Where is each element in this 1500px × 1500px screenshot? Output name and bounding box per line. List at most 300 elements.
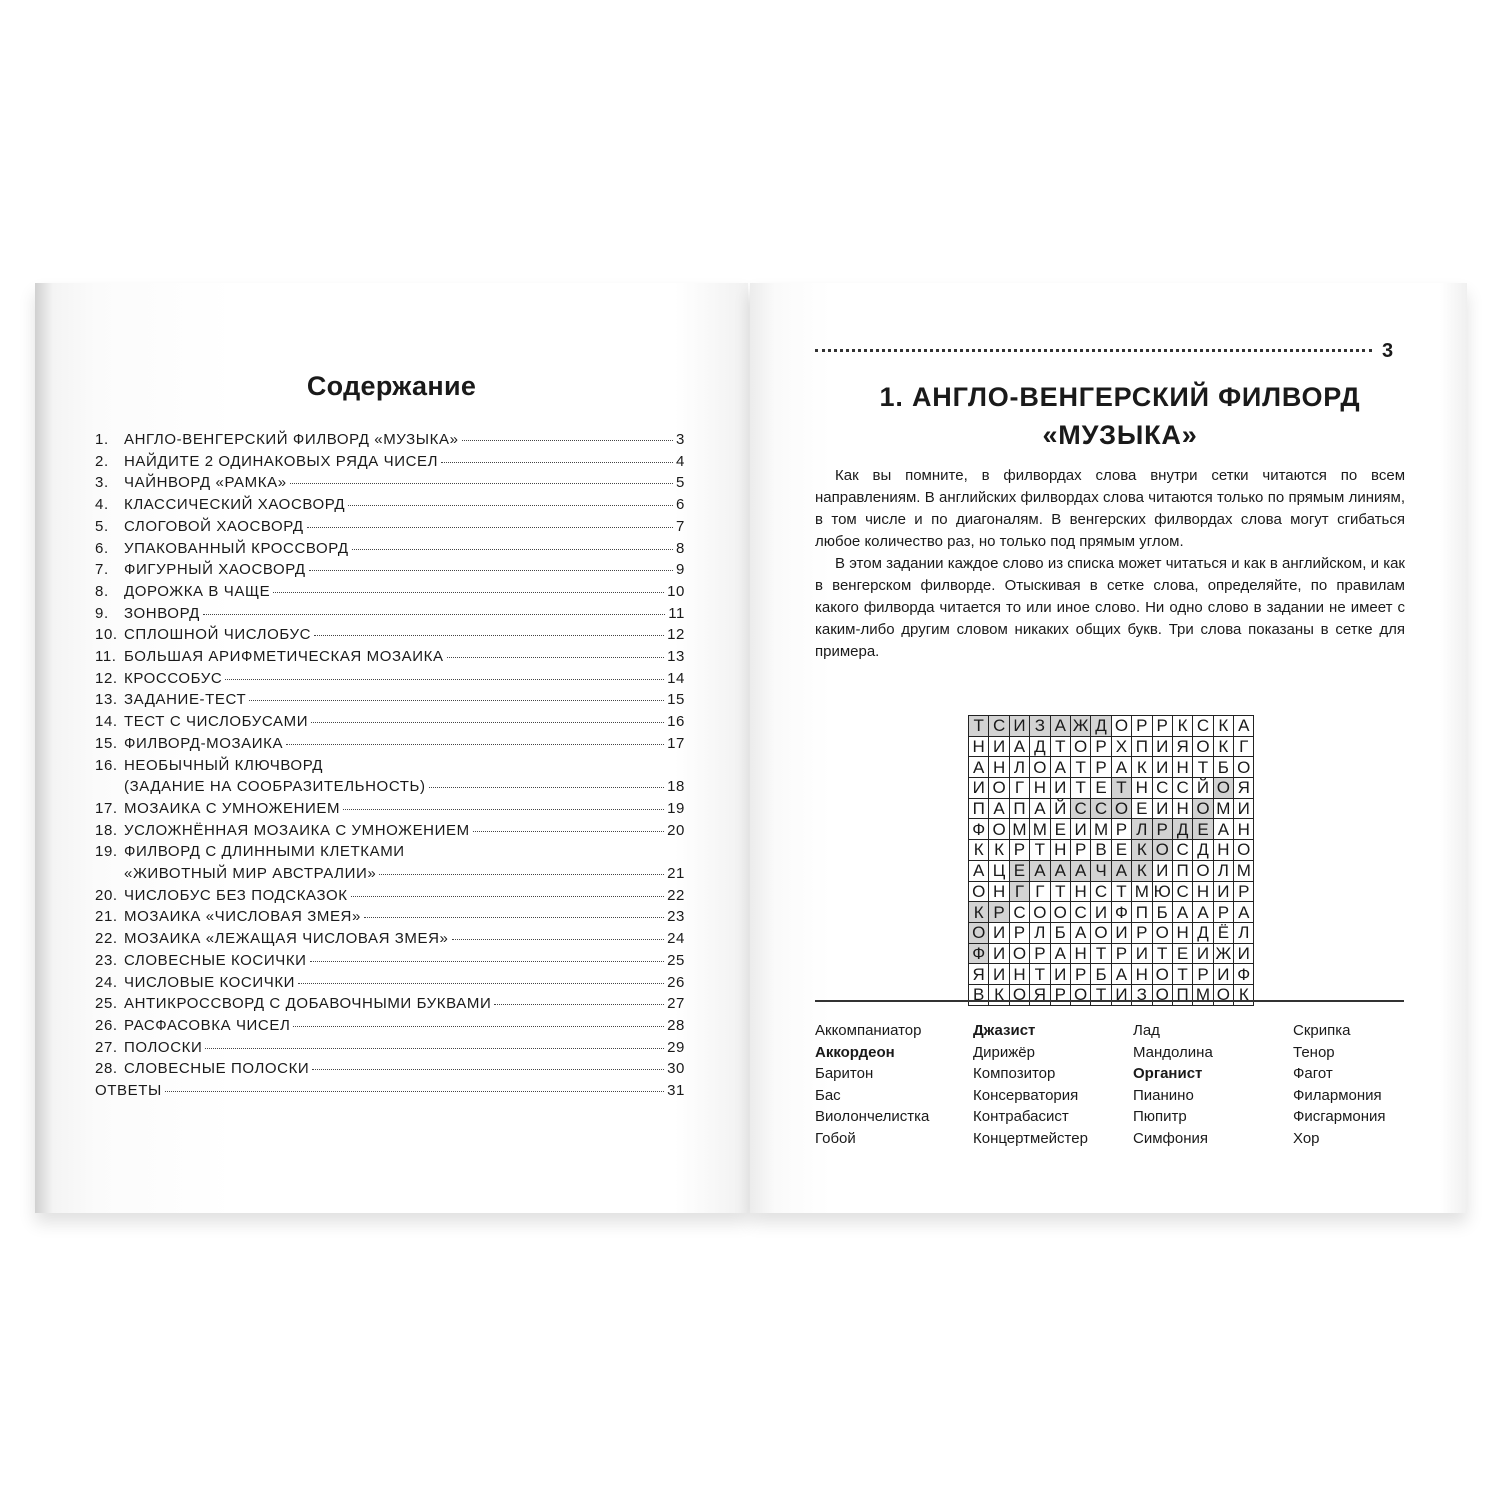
grid-cell: Б bbox=[1050, 922, 1070, 943]
toc-item-number: 10. bbox=[95, 626, 118, 644]
toc-leader-dots bbox=[429, 787, 665, 788]
grid-cell: Н bbox=[989, 757, 1009, 778]
toc-item bbox=[95, 689, 685, 711]
toc-page-number: 28 bbox=[667, 1016, 685, 1034]
toc-item bbox=[95, 668, 685, 690]
toc-leader-dots bbox=[314, 635, 664, 636]
grid-cell: Й bbox=[1050, 798, 1070, 819]
grid-cell: И bbox=[1152, 757, 1172, 778]
word-list-item: Джазист bbox=[973, 1022, 1036, 1039]
toc-item-number: 28. bbox=[95, 1060, 118, 1078]
grid-cell: Р bbox=[1009, 840, 1029, 861]
grid-cell: Ф bbox=[1234, 964, 1254, 985]
toc-leader-dots bbox=[307, 527, 673, 528]
toc-page-number: 25 bbox=[667, 951, 685, 969]
toc-leader-dots bbox=[452, 939, 665, 940]
toc-item-title: ФИЛВОРД С ДЛИННЫМИ КЛЕТКАМИ bbox=[124, 843, 405, 861]
grid-cell: А bbox=[969, 757, 989, 778]
grid-cell: А bbox=[1050, 860, 1070, 881]
toc-page-number: 12 bbox=[667, 626, 685, 644]
grid-cell: А bbox=[1111, 757, 1131, 778]
toc-leader-dots bbox=[441, 462, 673, 463]
grid-cell: Ч bbox=[1091, 860, 1111, 881]
word-list-item: Баритон bbox=[815, 1065, 874, 1083]
toc-item-title: МОЗАИКА С УМНОЖЕНИЕМ bbox=[124, 799, 341, 817]
grid-cell: Р bbox=[1132, 716, 1152, 737]
toc-item-number: 26. bbox=[95, 1016, 118, 1034]
grid-cell: Д bbox=[1030, 736, 1050, 757]
word-list-item: Виолончелистка bbox=[815, 1108, 930, 1126]
dotted-header-rule bbox=[815, 349, 1372, 352]
word-column-2 bbox=[973, 1020, 1133, 1150]
toc-item bbox=[95, 581, 685, 603]
grid-cell: С bbox=[989, 716, 1009, 737]
grid-cell: А bbox=[989, 798, 1009, 819]
grid-cell: З bbox=[1132, 984, 1152, 1005]
grid-row bbox=[969, 716, 1254, 737]
grid-cell: Н bbox=[1132, 964, 1152, 985]
grid-cell: И bbox=[1152, 798, 1172, 819]
intro-paragraph-1: Как вы помните, в филвордах слова внутри сетки читаются по всем направлениям. В английских филвордах слова читаются только по прямым линиям, в том числе и по диагоналям. В венгерских филвордах слова могут сгибаться любое количество раз, но только под прямым углом. bbox=[815, 467, 1405, 550]
grid-cell: И bbox=[1132, 943, 1152, 964]
toc-leader-dots bbox=[286, 744, 664, 745]
word-column-3 bbox=[1133, 1020, 1293, 1150]
grid-cell: Я bbox=[1030, 984, 1050, 1005]
grid-cell: И bbox=[1111, 922, 1131, 943]
toc-item-text bbox=[95, 841, 685, 863]
grid-cell: Ю bbox=[1153, 881, 1171, 901]
grid-cell: И bbox=[1009, 716, 1029, 737]
toc-leader-dots bbox=[447, 657, 665, 658]
grid-row bbox=[969, 736, 1254, 757]
grid-cell: Е bbox=[1172, 943, 1192, 964]
grid-cell: С bbox=[1009, 902, 1029, 923]
grid-cell: П bbox=[1009, 798, 1029, 819]
grid-cell: Т bbox=[1070, 757, 1090, 778]
grid-row bbox=[969, 840, 1254, 861]
grid-cell: К bbox=[969, 840, 989, 861]
toc-page-number: 30 bbox=[667, 1060, 685, 1078]
toc-page-number: 10 bbox=[667, 582, 685, 600]
grid-cell: О bbox=[1193, 798, 1213, 819]
grid-cell: Н bbox=[1132, 778, 1152, 799]
grid-cell: М bbox=[1213, 798, 1233, 819]
grid-cell: Т bbox=[1091, 943, 1111, 964]
grid-cell: И bbox=[989, 943, 1009, 964]
grid-cell: Я bbox=[1234, 778, 1254, 799]
toc-item-title: АНГЛО-ВЕНГЕРСКИЙ ФИЛВОРД «МУЗЫКА» bbox=[124, 431, 459, 448]
grid-cell: Д bbox=[1193, 840, 1213, 861]
toc-leader-dots bbox=[494, 1004, 664, 1005]
grid-cell: Р bbox=[1070, 840, 1090, 861]
toc-item-number: 13. bbox=[95, 691, 118, 709]
grid-row bbox=[969, 819, 1254, 840]
toc-item-title: ДОРОЖКА В ЧАЩЕ bbox=[124, 582, 271, 600]
grid-cell: О bbox=[1152, 922, 1172, 943]
grid-cell: О bbox=[1091, 922, 1111, 943]
toc-item-title: СЛОВЕСНЫЕ ПОЛОСКИ bbox=[124, 1060, 310, 1078]
grid-cell: Г bbox=[1009, 881, 1029, 902]
grid-cell: О bbox=[1152, 964, 1172, 985]
grid-cell: Ф bbox=[1111, 902, 1131, 923]
grid-cell: А bbox=[1050, 757, 1070, 778]
word-list-item: Мандолина bbox=[1133, 1043, 1213, 1061]
toc-item-title: СЛОГОВОЙ ХАОСВОРД bbox=[124, 517, 304, 535]
grid-cell: И bbox=[989, 736, 1009, 757]
grid-cell: Р bbox=[1234, 881, 1254, 902]
grid-cell: Р bbox=[1132, 922, 1152, 943]
toc-item-title: ФИЛВОРД-МОЗАИКА bbox=[124, 734, 284, 752]
grid-cell: Н bbox=[969, 736, 989, 757]
toc-leader-dots bbox=[203, 614, 665, 615]
grid-row bbox=[969, 778, 1254, 799]
grid-cell: А bbox=[1050, 943, 1070, 964]
grid-cell: О bbox=[1009, 943, 1029, 964]
grid-cell: Н bbox=[1234, 819, 1254, 840]
toc-item-number: 25. bbox=[95, 995, 118, 1013]
grid-cell: О bbox=[989, 778, 1009, 799]
toc-item-title: СЛОВЕСНЫЕ КОСИЧКИ bbox=[124, 951, 307, 969]
grid-cell: А bbox=[1193, 902, 1213, 923]
grid-cell: Ф bbox=[969, 819, 989, 840]
toc-item-number: 24. bbox=[95, 973, 118, 991]
grid-cell: О bbox=[1111, 716, 1131, 737]
grid-cell: А bbox=[1172, 902, 1192, 923]
toc-item bbox=[95, 494, 685, 516]
grid-cell: Т bbox=[1050, 881, 1070, 902]
toc-leader-dots bbox=[290, 483, 673, 484]
toc-item-title-continued: «ЖИВОТНЫЙ МИР АВСТРАЛИИ» bbox=[124, 865, 377, 883]
grid-cell: О bbox=[1070, 736, 1090, 757]
toc-leader-dots bbox=[312, 1069, 664, 1070]
grid-cell: А bbox=[1234, 902, 1254, 923]
word-list-item: Концертмейстер bbox=[973, 1129, 1088, 1147]
grid-cell: М bbox=[1234, 860, 1254, 881]
intro-paragraph-2: В этом задании каждое слово из списка может читаться и как в английском, и как в венгерском филворде. Отыскивая в сетке слова, определяйте, по правилам какого филворда читается то или иное слово. Ни одно слово в задании не имеет с каким-либо другим словом никаких общих букв. Три слова показаны в сетке для примера. bbox=[815, 555, 1405, 660]
toc-leader-dots bbox=[165, 1091, 664, 1092]
word-list-item: Органист bbox=[1133, 1065, 1203, 1083]
toc-page-number: 20 bbox=[667, 821, 685, 839]
grid-cell: П bbox=[1172, 860, 1192, 881]
toc-item-number: 20. bbox=[95, 886, 118, 904]
toc-page-number: 21 bbox=[667, 865, 685, 883]
grid-cell: Л bbox=[1234, 922, 1254, 943]
grid-cell: Е bbox=[1193, 819, 1213, 840]
page-heading bbox=[790, 378, 1450, 454]
grid-cell: О bbox=[1213, 984, 1233, 1005]
grid-cell: Р bbox=[1091, 757, 1111, 778]
toc-page-number: 29 bbox=[667, 1038, 685, 1056]
grid-cell: И bbox=[1193, 943, 1213, 964]
left-page bbox=[35, 283, 748, 1213]
grid-cell: Е bbox=[1091, 778, 1111, 799]
heading-line-1: 1. АНГЛО-ВЕНГЕРСКИЙ ФИЛВОРД bbox=[879, 382, 1361, 412]
grid-cell: О bbox=[1030, 902, 1050, 923]
grid-cell: К bbox=[1132, 757, 1152, 778]
toc-leader-dots bbox=[310, 961, 665, 962]
grid-row bbox=[969, 798, 1254, 819]
grid-cell: Н bbox=[1213, 840, 1233, 861]
grid-cell: Т bbox=[1070, 778, 1090, 799]
toc-leader-dots bbox=[473, 831, 664, 832]
grid-cell: З bbox=[1030, 716, 1050, 737]
grid-cell: К bbox=[1213, 736, 1233, 757]
grid-cell: О bbox=[989, 819, 1009, 840]
toc-item-number: 4. bbox=[95, 496, 109, 514]
grid-row bbox=[969, 860, 1254, 881]
grid-cell: Д bbox=[1193, 922, 1213, 943]
grid-cell: К bbox=[989, 840, 1009, 861]
toc-page-number: 13 bbox=[667, 648, 685, 666]
grid-cell: К bbox=[969, 902, 989, 923]
toc-item-number: 6. bbox=[95, 539, 109, 557]
grid-cell: Т bbox=[1030, 840, 1050, 861]
grid-cell: О bbox=[1234, 757, 1254, 778]
toc-item-number: 5. bbox=[95, 517, 109, 535]
word-list-separator bbox=[815, 1000, 1404, 1002]
toc-item-number: 9. bbox=[95, 604, 109, 622]
grid-cell: Р bbox=[1111, 943, 1131, 964]
grid-row bbox=[969, 943, 1254, 964]
toc-page-number: 11 bbox=[668, 604, 685, 622]
grid-cell: О bbox=[1111, 798, 1131, 819]
filword-grid bbox=[968, 715, 1254, 1006]
toc-item-title: БОЛЬШАЯ АРИФМЕТИЧЕСКАЯ МОЗАИКА bbox=[124, 648, 444, 666]
grid-cell: С bbox=[1091, 881, 1111, 902]
grid-cell: К bbox=[1132, 860, 1152, 881]
grid-cell: Я bbox=[1172, 736, 1192, 757]
word-list-item: Дирижёр bbox=[973, 1043, 1035, 1061]
toc-item bbox=[95, 820, 685, 842]
toc-item-number: 14. bbox=[95, 713, 118, 731]
toc-leader-dots bbox=[225, 679, 664, 680]
toc-item bbox=[95, 516, 685, 538]
toc-item-number: 1. bbox=[95, 431, 109, 448]
grid-cell: О bbox=[1193, 736, 1213, 757]
toc-page-number: 8 bbox=[676, 539, 685, 557]
toc-item-title: СПЛОШНОЙ ЧИСЛОБУС bbox=[124, 626, 312, 644]
toc-item-number: 22. bbox=[95, 930, 118, 948]
grid-cell: Т bbox=[1111, 881, 1131, 902]
grid-cell: Н bbox=[1070, 881, 1090, 902]
toc-page-number: 15 bbox=[667, 691, 685, 709]
grid-cell: С bbox=[1172, 840, 1192, 861]
toc-page-number: 31 bbox=[667, 1082, 685, 1100]
grid-cell: Г bbox=[1234, 736, 1254, 757]
intro-text bbox=[815, 465, 1405, 663]
grid-cell: Т bbox=[1050, 736, 1070, 757]
toc-leader-dots bbox=[348, 505, 673, 506]
toc-page-number: 18 bbox=[667, 778, 685, 796]
grid-cell: П bbox=[1132, 736, 1152, 757]
grid-cell: С bbox=[1193, 716, 1213, 737]
grid-cell: Н bbox=[1172, 757, 1192, 778]
grid-cell: Е bbox=[1050, 819, 1070, 840]
grid-cell: Р bbox=[1111, 819, 1131, 840]
grid-cell: И bbox=[1111, 984, 1131, 1005]
grid-cell: И bbox=[1234, 798, 1254, 819]
grid-cell: Д bbox=[1091, 716, 1111, 737]
grid-cell: А bbox=[1030, 860, 1050, 881]
toc-leader-dots bbox=[364, 917, 664, 918]
toc-item-number: 23. bbox=[95, 951, 118, 969]
grid-cell: С bbox=[1070, 902, 1090, 923]
toc-leader-dots bbox=[293, 1026, 664, 1027]
grid-cell: Р bbox=[1091, 736, 1111, 757]
word-list bbox=[815, 1020, 1415, 1150]
toc-item-number: 2. bbox=[95, 452, 109, 470]
toc-item-title: УПАКОВАННЫЙ КРОССВОРД bbox=[124, 539, 349, 557]
word-list-item: Пианино bbox=[1133, 1086, 1194, 1104]
toc-item-number: 12. bbox=[95, 669, 118, 687]
grid-cell: Н bbox=[1070, 943, 1090, 964]
toc-item-title: ЗОНВОРД bbox=[124, 604, 200, 622]
grid-cell: И bbox=[1152, 736, 1172, 757]
toc-item-number: 16. bbox=[95, 756, 118, 774]
grid-cell: О bbox=[1234, 840, 1254, 861]
grid-cell: Ё bbox=[1213, 922, 1233, 943]
toc-item-title: ОТВЕТЫ bbox=[95, 1082, 162, 1100]
grid-cell: А bbox=[969, 860, 989, 881]
toc-leader-dots bbox=[273, 592, 664, 593]
grid-cell: И bbox=[1152, 860, 1172, 881]
grid-cell: А bbox=[1050, 716, 1070, 737]
word-list-item: Филармония bbox=[1293, 1086, 1382, 1104]
grid-cell: Л bbox=[1030, 922, 1050, 943]
grid-cell: Б bbox=[1213, 757, 1233, 778]
toc-page-number: 17 bbox=[667, 734, 685, 752]
grid-cell: О bbox=[1050, 902, 1070, 923]
word-column-4 bbox=[1293, 1020, 1413, 1150]
toc-item bbox=[95, 798, 685, 820]
grid-cell: И bbox=[1050, 778, 1070, 799]
grid-cell: Н bbox=[1050, 840, 1070, 861]
word-list-item: Хор bbox=[1293, 1129, 1320, 1147]
grid-cell: В bbox=[969, 984, 989, 1005]
grid-cell: Г bbox=[1009, 778, 1029, 799]
grid-cell: Р bbox=[1050, 984, 1070, 1005]
grid-cell: Р bbox=[1193, 964, 1213, 985]
toc-item-title: АНТИКРОССВОРД С ДОБАВОЧНЫМИ БУКВАМИ bbox=[124, 995, 492, 1013]
toc-leader-dots bbox=[298, 983, 664, 984]
page-number: 3 bbox=[1382, 340, 1394, 362]
grid-row bbox=[969, 757, 1254, 778]
grid-cell: Л bbox=[1009, 757, 1029, 778]
word-list-item: Симфония bbox=[1133, 1129, 1208, 1147]
toc-leader-dots bbox=[351, 896, 665, 897]
toc-item bbox=[95, 1037, 685, 1059]
toc-item-title: МОЗАИКА «ЛЕЖАЩАЯ ЧИСЛОВАЯ ЗМЕЯ» bbox=[124, 930, 449, 948]
toc-leader-dots bbox=[379, 874, 664, 875]
grid-row bbox=[969, 881, 1254, 902]
grid-row bbox=[969, 902, 1254, 923]
grid-cell: Е bbox=[1111, 840, 1131, 861]
grid-cell: И bbox=[989, 922, 1009, 943]
grid-cell: С bbox=[1172, 778, 1192, 799]
toc-item-title: ТЕСТ С ЧИСЛОБУСАМИ bbox=[124, 713, 309, 731]
toc-item bbox=[95, 993, 685, 1015]
grid-cell: М bbox=[1030, 819, 1050, 840]
table-of-contents bbox=[95, 429, 685, 1102]
toc-item-number: 18. bbox=[95, 821, 118, 839]
toc-item-number: 27. bbox=[95, 1038, 118, 1056]
grid-cell: Р bbox=[1152, 819, 1172, 840]
toc-page-number: 16 bbox=[667, 713, 685, 731]
grid-cell: О bbox=[1152, 984, 1172, 1005]
word-list-item: Композитор bbox=[973, 1065, 1056, 1083]
word-list-item: Аккомпаниатор bbox=[815, 1022, 922, 1039]
toc-item bbox=[95, 538, 685, 560]
grid-cell: П bbox=[1132, 902, 1152, 923]
grid-cell: Н bbox=[989, 881, 1009, 902]
toc-item-number: 17. bbox=[95, 799, 118, 817]
toc-item bbox=[95, 950, 685, 972]
toc-page-number: 5 bbox=[676, 474, 685, 492]
grid-cell: А bbox=[1070, 860, 1090, 881]
toc-item bbox=[95, 928, 685, 950]
grid-cell: К bbox=[1213, 716, 1233, 737]
toc-item bbox=[95, 841, 685, 884]
toc-item-title: РАСФАСОВКА ЧИСЕЛ bbox=[124, 1016, 291, 1034]
toc-item bbox=[95, 429, 685, 451]
grid-cell: А bbox=[1111, 964, 1131, 985]
toc-item bbox=[95, 906, 685, 928]
grid-cell: И bbox=[1070, 819, 1090, 840]
grid-cell: Е bbox=[1009, 860, 1029, 881]
toc-item-title: ЗАДАНИЕ-ТЕСТ bbox=[124, 691, 247, 709]
word-list-item: Скрипка bbox=[1293, 1022, 1351, 1039]
grid-cell: И bbox=[1213, 881, 1233, 902]
toc-item-title: ФИГУРНЫЙ ХАОСВОРД bbox=[124, 561, 306, 579]
grid-cell: Ж bbox=[1070, 716, 1090, 737]
toc-page-number: 22 bbox=[667, 886, 685, 904]
grid-cell: И bbox=[1091, 902, 1111, 923]
grid-cell: А bbox=[1111, 860, 1131, 881]
grid-cell: О bbox=[1193, 860, 1213, 881]
grid-cell: О bbox=[1152, 840, 1172, 861]
toc-page-number: 7 bbox=[676, 517, 685, 535]
grid-cell: А bbox=[1009, 736, 1029, 757]
toc-page-number: 23 bbox=[667, 908, 685, 926]
grid-cell: О bbox=[1030, 757, 1050, 778]
grid-cell: К bbox=[989, 984, 1009, 1005]
grid-cell: С bbox=[1172, 881, 1192, 902]
toc-page-number: 24 bbox=[667, 930, 685, 948]
toc-item-number: 15. bbox=[95, 734, 118, 752]
grid-cell: Ж bbox=[1213, 943, 1233, 964]
grid-cell: А bbox=[1030, 798, 1050, 819]
toc-item bbox=[95, 646, 685, 668]
word-list-item: Фагот bbox=[1293, 1065, 1333, 1083]
word-list-item: Бас bbox=[815, 1086, 841, 1104]
grid-cell: Л bbox=[1213, 860, 1233, 881]
toc-item-title: ЧИСЛОВЫЕ КОСИЧКИ bbox=[124, 973, 296, 991]
grid-cell: О bbox=[1213, 778, 1233, 799]
grid-cell: Н bbox=[1172, 798, 1192, 819]
grid-row bbox=[969, 964, 1254, 985]
grid-cell: П bbox=[1172, 984, 1192, 1005]
toc-page-number: 4 bbox=[676, 452, 685, 470]
grid-cell: Т bbox=[1030, 964, 1050, 985]
grid-cell: М bbox=[1132, 881, 1152, 902]
toc-item-number: 7. bbox=[95, 561, 109, 579]
toc-item-text bbox=[95, 755, 685, 777]
grid-cell: Н bbox=[1030, 778, 1050, 799]
grid-cell: И bbox=[1213, 964, 1233, 985]
word-list-item: Пюпитр bbox=[1133, 1108, 1187, 1126]
grid-cell: И bbox=[969, 778, 989, 799]
grid-cell: И bbox=[1234, 943, 1254, 964]
